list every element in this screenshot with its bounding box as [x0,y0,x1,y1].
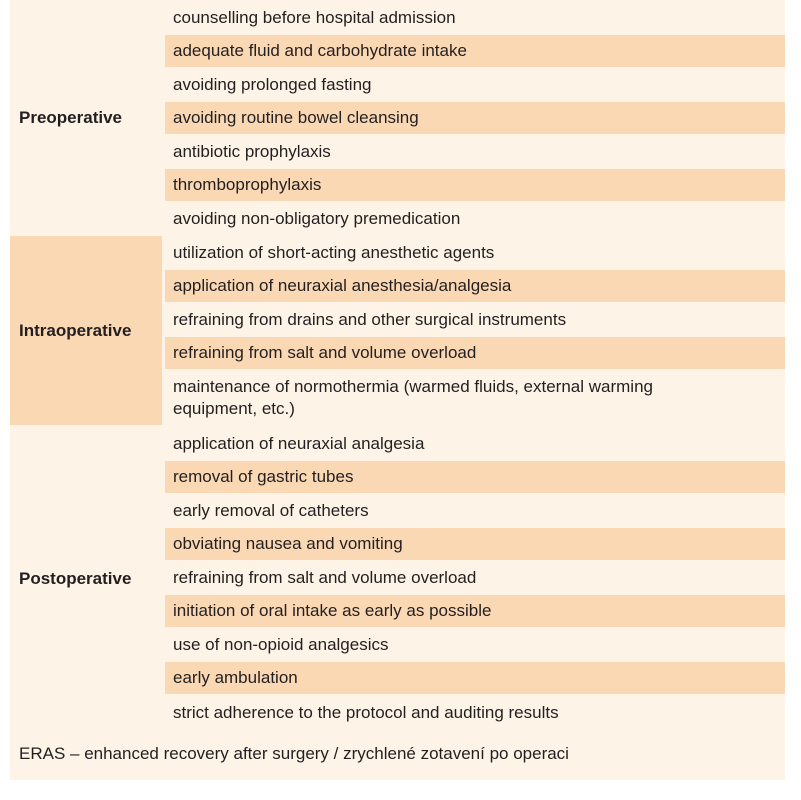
table-row: strict adherence to the protocol and auditing results [173,703,559,722]
table-row: refraining from salt and volume overload [173,567,477,587]
table-row: avoiding prolonged fasting [173,74,372,94]
table-footnote: ERAS – enhanced recovery after surgery / zrychlené zotavení po operaci [19,744,569,763]
table-row: thromboprophylaxis [165,169,785,201]
table-row: application of neuraxial anesthesia/analgesia [165,270,785,302]
table-row: counselling before hospital admission [173,7,456,27]
table-row: initiation of oral intake as early as possible [165,595,785,627]
table-row: avoiding routine bowel cleansing [165,102,785,134]
table-row: maintenance of normothermia (warmed fluids, external warming equipment, etc.) [173,376,653,418]
table-row: early ambulation [165,662,785,694]
table-row: use of non-opioid analgesics [173,634,389,654]
section-label-postoperative: Postoperative [19,568,132,588]
table-row: refraining from salt and volume overload [165,337,785,369]
table-row: refraining from drains and other surgical instruments [173,309,567,329]
table-row: adequate fluid and carbohydrate intake [165,35,785,67]
table-row: removal of gastric tubes [165,461,785,493]
table-row: early removal of catheters [173,500,369,520]
table-row: obviating nausea and vomiting [165,528,785,560]
section-label-preoperative: Preoperative [19,107,122,127]
table-row: application of neuraxial analgesia [173,433,425,453]
section-label-intraoperative: Intraoperative [10,236,162,425]
table-row: antibiotic prophylaxis [173,141,331,161]
table-row: utilization of short-acting anesthetic agents [173,242,495,262]
table-row: avoiding non-obligatory premedication [173,208,461,228]
